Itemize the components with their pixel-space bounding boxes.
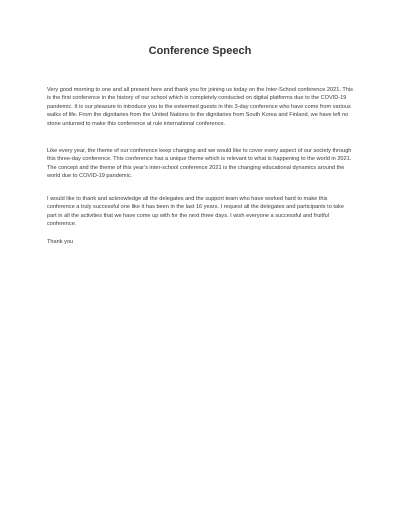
paragraph-closing: Thank you	[47, 239, 74, 245]
document-title: Conference Speech	[148, 45, 252, 57]
paragraph-acknowledgement: I would like to thank and acknowledge all the delegates and the support team who have worked hard to make this conference a truly successful one like it has been in the last 16 years. I request all the delegates and participants to take part in all the activities that we have come up with for the next three days. I wish everyone a successful and fruitful conference.	[47, 196, 344, 228]
paragraph-theme: Like every year, the theme of our conference keep changing and we would like to cover every aspect of our society through this three-day conference. This conference has a unique theme which is relevant to what is happening to the world in 2021. The concept and the theme of this year's inter-school conference 2021 is the changing educational dynamics around the world due to COVID-19 pandemic.	[47, 148, 352, 180]
paragraph-opening: Very good morning to one and all present here and thank you for joining us today on the Inter-School conference 2021. This is the first conference in the history of our school which is completely conducted on digital platforms due to the COVID-19 pandemic. It is our pleasure to introduce you to the esteemed guests in this 3-day conference who have come from various walks of life. From the dignitaries from the United Nations to the dignitaries from South Korea and Finland, we have left no stone unturned to make this conference at rule international conference.	[47, 87, 353, 127]
